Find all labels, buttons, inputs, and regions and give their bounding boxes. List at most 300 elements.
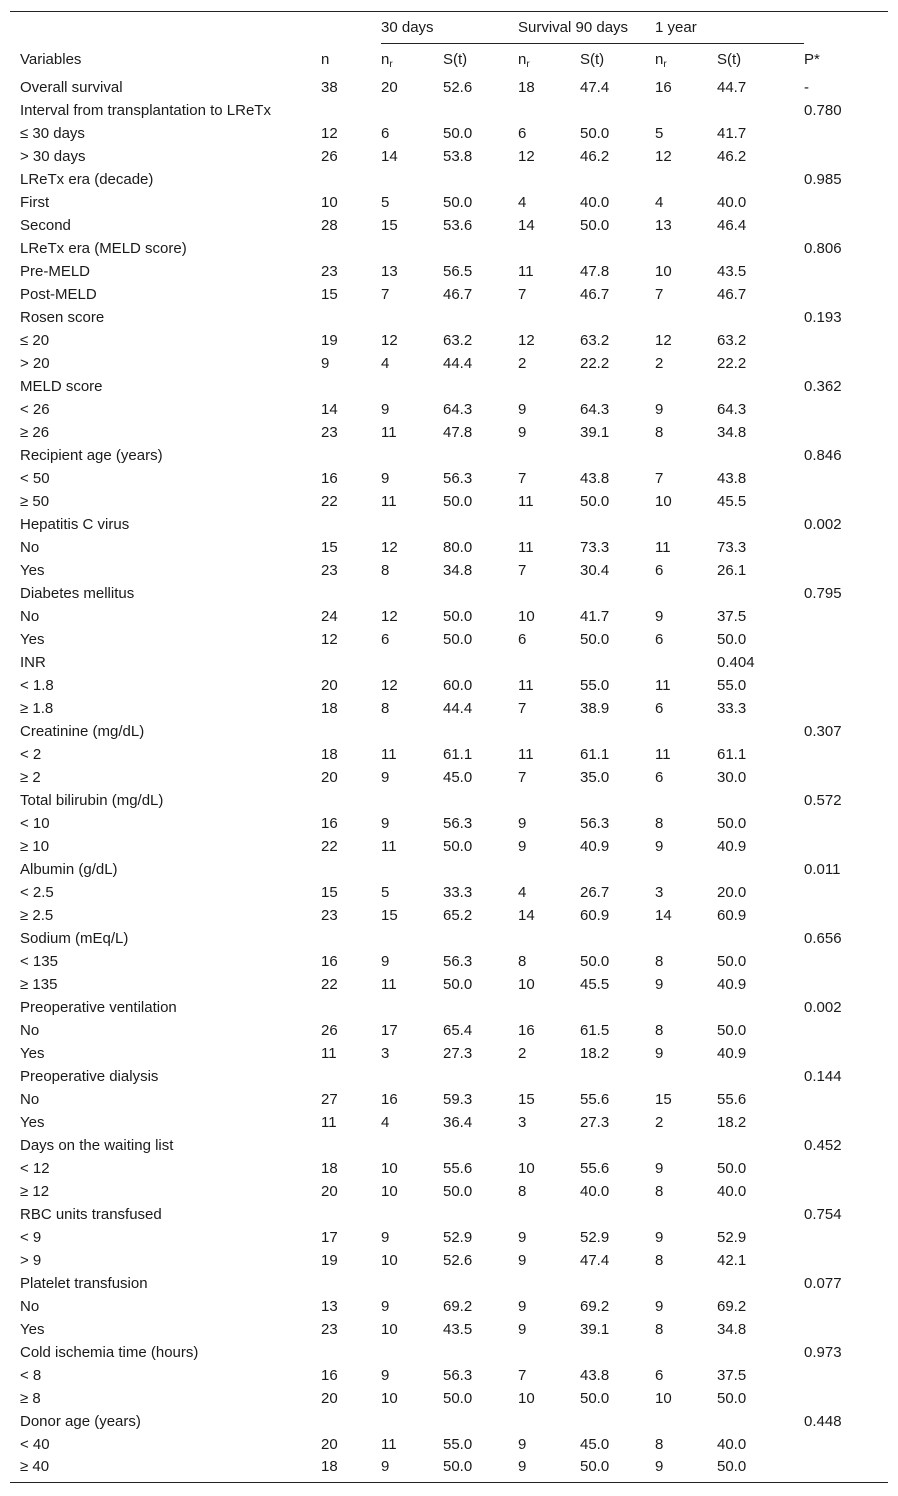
cell-nr-1y: 9: [655, 1298, 664, 1315]
cell-variable: Post-MELD: [20, 286, 97, 303]
cell-p-value: [804, 1456, 888, 1483]
cell-p-value: [804, 191, 888, 214]
cell-nr-1y: [655, 582, 717, 605]
cell-nr-1y: [655, 996, 717, 1019]
table-row: [10, 1295, 888, 1318]
cell-p-value: 0.144: [804, 1068, 842, 1085]
table-row: [10, 881, 888, 904]
cell-st-30d: 45.0: [443, 769, 473, 786]
cell-st-30d: [443, 99, 518, 122]
cell-variable: ≥ 12: [20, 1183, 50, 1200]
cell-nr-90d: [518, 237, 580, 260]
cell-st-1y: [717, 927, 804, 950]
cell-n: 22: [321, 976, 338, 993]
cell-st-30d: 56.3: [443, 815, 473, 832]
cell-nr-30d: [381, 651, 443, 674]
cell-n: 14: [321, 401, 338, 418]
cell-n: 26: [321, 1022, 338, 1039]
cell-st-30d: 36.4: [443, 1114, 473, 1131]
cell-st-30d: 44.4: [443, 355, 473, 372]
cell-nr-1y: 10: [655, 493, 672, 510]
cell-variable: No: [20, 608, 40, 625]
cell-variable: LReTx era (MELD score): [20, 240, 187, 257]
cell-st-1y: 33.3: [717, 700, 747, 717]
table-row: [10, 1134, 888, 1157]
cell-nr-1y: 8: [655, 424, 664, 441]
cell-st-30d: 80.0: [443, 539, 473, 556]
column-header-row: [10, 44, 888, 77]
cell-nr-90d: 18: [518, 79, 535, 96]
cell-st-1y: [717, 513, 804, 536]
cell-st-90d: 40.0: [580, 194, 610, 211]
cell-st-90d: 55.0: [580, 677, 610, 694]
cell-n: 10: [321, 194, 338, 211]
cell-nr-90d: 12: [518, 332, 535, 349]
cell-p-value: 0.362: [804, 378, 842, 395]
cell-nr-30d: 9: [381, 470, 390, 487]
nr-subscript: r: [526, 59, 530, 70]
cell-nr-1y: [655, 1134, 717, 1157]
cell-st-30d: 34.8: [443, 562, 473, 579]
cell-st-1y: 61.1: [717, 746, 747, 763]
cell-p-value: 0.754: [804, 1206, 842, 1223]
cell-nr-30d: [381, 168, 443, 191]
cell-st-30d: 63.2: [443, 332, 473, 349]
cell-nr-90d: 9: [518, 838, 527, 855]
cell-nr-1y: [655, 375, 717, 398]
table-row: [10, 237, 888, 260]
cell-n: [321, 927, 381, 950]
cell-st-90d: 46.2: [580, 148, 610, 165]
cell-p-value: [804, 1249, 888, 1272]
cell-st-90d: 50.0: [580, 217, 610, 234]
table-row: [10, 1226, 888, 1249]
cell-st-1y: 40.9: [717, 976, 747, 993]
cell-st-1y: [717, 720, 804, 743]
cell-variable: ≥ 8: [20, 1390, 41, 1407]
cell-st-30d: 44.4: [443, 700, 473, 717]
group-header-row: [10, 12, 888, 44]
table-row: [10, 1410, 888, 1433]
cell-variable: Overall survival: [20, 79, 123, 96]
table-row: [10, 490, 888, 513]
cell-n: 19: [321, 332, 338, 349]
nr-subscript: r: [389, 59, 393, 70]
cell-nr-1y: 8: [655, 1321, 664, 1338]
cell-nr-30d: 9: [381, 401, 390, 418]
cell-p-value: [804, 490, 888, 513]
cell-st-90d: [580, 651, 655, 674]
cell-variable: ≤ 20: [20, 332, 50, 349]
cell-variable: < 135: [20, 953, 58, 970]
table-row: [10, 628, 888, 651]
cell-st-90d: [580, 306, 655, 329]
cell-variable: > 20: [20, 355, 50, 372]
cell-st-30d: 50.0: [443, 493, 473, 510]
cell-st-30d: 53.8: [443, 148, 473, 165]
cell-st-1y: 37.5: [717, 608, 747, 625]
cell-p-value: [804, 122, 888, 145]
cell-st-30d: 50.0: [443, 194, 473, 211]
table-row: [10, 743, 888, 766]
cell-st-1y: [717, 582, 804, 605]
cell-st-1y: 69.2: [717, 1298, 747, 1315]
cell-st-90d: 50.0: [580, 631, 610, 648]
cell-st-30d: [443, 513, 518, 536]
cell-variable: INR: [20, 654, 46, 671]
cell-n: 27: [321, 1091, 338, 1108]
cell-nr-1y: 5: [655, 125, 664, 142]
cell-variable: Yes: [20, 1321, 45, 1338]
cell-st-1y: 46.7: [717, 286, 747, 303]
cell-st-1y: 20.0: [717, 884, 747, 901]
cell-variable: Preoperative dialysis: [20, 1068, 159, 1085]
cell-n: [321, 375, 381, 398]
cell-st-30d: 50.0: [443, 838, 473, 855]
cell-p-value: [804, 1019, 888, 1042]
cell-st-1y: [717, 996, 804, 1019]
table-row: [10, 789, 888, 812]
cell-st-30d: 52.6: [443, 1252, 473, 1269]
cell-p-value: [804, 329, 888, 352]
cell-st-90d: [580, 996, 655, 1019]
table-row: [10, 950, 888, 973]
cell-n: 24: [321, 608, 338, 625]
table-row: [10, 444, 888, 467]
cell-nr-1y: 8: [655, 1252, 664, 1269]
cell-nr-90d: 3: [518, 1114, 527, 1131]
cell-nr-1y: 10: [655, 1390, 672, 1407]
cell-st-90d: 39.1: [580, 424, 610, 441]
cell-n: 18: [321, 700, 338, 717]
cell-nr-1y: [655, 99, 717, 122]
table-row: [10, 996, 888, 1019]
cell-p-value: 0.452: [804, 1137, 842, 1154]
cell-nr-30d: 9: [381, 1367, 390, 1384]
cell-st-90d: 35.0: [580, 769, 610, 786]
cell-st-1y: [717, 375, 804, 398]
cell-st-30d: 50.0: [443, 976, 473, 993]
table-row: [10, 1203, 888, 1226]
cell-p-value: [804, 1295, 888, 1318]
cell-nr-30d: 8: [381, 700, 390, 717]
cell-nr-1y: [655, 858, 717, 881]
col-header-st-90d: S(t): [580, 51, 605, 68]
nr-base: n: [518, 51, 527, 68]
cell-st-1y: 50.0: [717, 953, 747, 970]
cell-n: 23: [321, 1321, 338, 1338]
cell-n: [321, 651, 381, 674]
cell-nr-90d: [518, 99, 580, 122]
cell-n: [321, 237, 381, 260]
cell-st-30d: 52.9: [443, 1229, 473, 1246]
cell-variable: Yes: [20, 1114, 45, 1131]
cell-variable: No: [20, 1091, 40, 1108]
cell-nr-90d: [518, 306, 580, 329]
cell-nr-90d: [518, 996, 580, 1019]
cell-p-value: [804, 1042, 888, 1065]
table-row: [10, 1111, 888, 1134]
cell-nr-1y: 6: [655, 631, 664, 648]
cell-p-value: [804, 1226, 888, 1249]
cell-nr-1y: 2: [655, 355, 664, 372]
cell-nr-90d: [518, 375, 580, 398]
cell-p-value: 0.002: [804, 999, 842, 1016]
cell-nr-90d: 6: [518, 125, 527, 142]
cell-nr-1y: 9: [655, 608, 664, 625]
cell-p-value: [804, 651, 888, 674]
cell-nr-90d: [518, 444, 580, 467]
cell-n: 16: [321, 953, 338, 970]
cell-st-30d: 50.0: [443, 125, 473, 142]
cell-nr-30d: 10: [381, 1321, 398, 1338]
survival-table: [10, 11, 888, 1483]
cell-variable: Hepatitis C virus: [20, 516, 130, 533]
cell-p-value: [804, 1157, 888, 1180]
cell-variable: First: [20, 194, 50, 211]
table-row: [10, 1364, 888, 1387]
cell-st-30d: 56.3: [443, 953, 473, 970]
cell-nr-1y: 11: [655, 539, 671, 556]
cell-variable: < 2.5: [20, 884, 54, 901]
cell-nr-90d: 9: [518, 424, 527, 441]
cell-variable: No: [20, 1298, 40, 1315]
table-row: [10, 1065, 888, 1088]
cell-nr-90d: 10: [518, 976, 535, 993]
col-header-variables: Variables: [20, 50, 82, 68]
cell-st-30d: [443, 996, 518, 1019]
cell-variable: Platelet transfusion: [20, 1275, 148, 1292]
cell-st-1y: [717, 1065, 804, 1088]
table-row: [10, 559, 888, 582]
col-header-p-value: P*: [804, 50, 820, 68]
cell-st-1y: [717, 858, 804, 881]
cell-st-90d: 22.2: [580, 355, 610, 372]
cell-st-30d: [443, 582, 518, 605]
cell-p-value: [804, 260, 888, 283]
cell-n: 22: [321, 493, 338, 510]
table-row: [10, 1019, 888, 1042]
cell-nr-90d: 9: [518, 1229, 527, 1246]
cell-st-1y: 50.0: [717, 1456, 804, 1483]
cell-p-value: [804, 1387, 888, 1410]
cell-nr-90d: [518, 651, 580, 674]
cell-nr-30d: 9: [381, 1298, 390, 1315]
cell-st-1y: 0.404: [717, 654, 755, 671]
cell-variable: Rosen score: [20, 309, 105, 326]
cell-p-value: [804, 697, 888, 720]
cell-nr-90d: 7: [518, 1367, 527, 1384]
cell-st-90d: 45.5: [580, 976, 610, 993]
cell-st-30d: [443, 858, 518, 881]
cell-nr-1y: [655, 1341, 717, 1364]
cell-nr-1y: 8: [655, 815, 664, 832]
cell-n: [321, 1341, 381, 1364]
cell-variable: < 8: [20, 1367, 42, 1384]
cell-n: [321, 1410, 381, 1433]
cell-n: 18: [321, 1456, 381, 1483]
cell-nr-90d: 2: [518, 355, 527, 372]
table-row: [10, 1042, 888, 1065]
col-header-st-30d: S(t): [443, 51, 468, 68]
table-row: [10, 260, 888, 283]
cell-st-1y: 43.5: [717, 263, 747, 280]
cell-st-1y: [717, 444, 804, 467]
cell-nr-90d: 11: [518, 677, 534, 694]
cell-st-1y: 40.0: [717, 194, 747, 211]
cell-nr-30d: 10: [381, 1390, 398, 1407]
table-row: [10, 1249, 888, 1272]
cell-variable: Yes: [20, 631, 45, 648]
cell-nr-90d: [518, 582, 580, 605]
cell-st-90d: 43.8: [580, 470, 610, 487]
cell-n: [321, 99, 381, 122]
cell-nr-30d: [381, 720, 443, 743]
cell-st-1y: 42.1: [717, 1252, 747, 1269]
cell-variable: < 10: [20, 815, 50, 832]
cell-nr-30d: [381, 927, 443, 950]
cell-nr-30d: 4: [381, 1114, 390, 1131]
cell-nr-30d: [381, 996, 443, 1019]
cell-st-90d: 43.8: [580, 1367, 610, 1384]
cell-nr-90d: 8: [518, 953, 527, 970]
cell-st-1y: 63.2: [717, 332, 747, 349]
cell-nr-1y: [655, 1410, 717, 1433]
cell-p-value: 0.011: [804, 861, 841, 878]
cell-nr-1y: 13: [655, 217, 672, 234]
cell-st-1y: 40.9: [717, 1045, 747, 1062]
cell-st-90d: 50.0: [580, 1390, 610, 1407]
table-row: [10, 582, 888, 605]
cell-n: 20: [321, 677, 338, 694]
cell-nr-1y: 11: [655, 677, 671, 694]
cell-st-90d: 50.0: [580, 953, 610, 970]
timepoint-group-header: [381, 12, 804, 44]
cell-nr-30d: 13: [381, 263, 398, 280]
cell-p-value: [804, 881, 888, 904]
cell-st-1y: 50.0: [717, 631, 747, 648]
cell-nr-30d: 7: [381, 286, 390, 303]
group-survival-90-days: Survival 90 days: [518, 19, 629, 36]
cell-variable: Days on the waiting list: [20, 1137, 174, 1154]
cell-variable: ≥ 2.5: [20, 907, 54, 924]
cell-st-1y: 46.2: [717, 148, 747, 165]
nr-base: n: [381, 51, 390, 68]
cell-st-1y: 43.8: [717, 470, 747, 487]
table-row: [10, 306, 888, 329]
cell-n: 26: [321, 148, 338, 165]
cell-n: 19: [321, 1252, 338, 1269]
cell-n: [321, 444, 381, 467]
table-row: [10, 513, 888, 536]
table-row: [10, 283, 888, 306]
cell-nr-30d: 5: [381, 884, 390, 901]
cell-st-30d: 46.7: [443, 286, 473, 303]
cell-st-90d: 40.9: [580, 838, 610, 855]
cell-nr-1y: 15: [655, 1091, 672, 1108]
cell-nr-90d: [518, 168, 580, 191]
cell-nr-90d: [518, 513, 580, 536]
table-row: [10, 835, 888, 858]
col-header-nr-90d: [518, 44, 580, 77]
cell-st-90d: 55.6: [580, 1091, 610, 1108]
group-1-year: 1 year: [655, 19, 697, 36]
cell-st-90d: [580, 720, 655, 743]
cell-n: 18: [321, 1160, 338, 1177]
cell-st-1y: 30.0: [717, 769, 747, 786]
cell-nr-30d: 5: [381, 194, 390, 211]
cell-nr-90d: 7: [518, 470, 527, 487]
cell-st-30d: 47.8: [443, 424, 473, 441]
cell-p-value: [804, 214, 888, 237]
cell-n: 17: [321, 1229, 338, 1246]
cell-variable: Total bilirubin (mg/dL): [20, 792, 164, 809]
cell-n: 15: [321, 884, 338, 901]
cell-nr-1y: 9: [655, 401, 664, 418]
cell-st-30d: [443, 168, 518, 191]
cell-st-30d: 53.6: [443, 217, 473, 234]
cell-variable: Creatinine (mg/dL): [20, 723, 145, 740]
table-row: [10, 191, 888, 214]
cell-st-1y: [717, 306, 804, 329]
cell-nr-90d: 11: [518, 493, 534, 510]
cell-st-30d: [443, 1341, 518, 1364]
cell-nr-1y: [655, 1203, 717, 1226]
cell-n: [321, 1134, 381, 1157]
cell-st-30d: 56.3: [443, 1367, 473, 1384]
cell-st-90d: [580, 582, 655, 605]
cell-st-1y: 18.2: [717, 1114, 747, 1131]
cell-n: [321, 720, 381, 743]
cell-nr-90d: 16: [518, 1022, 535, 1039]
cell-nr-1y: 6: [655, 562, 664, 579]
table-row: [10, 375, 888, 398]
cell-st-1y: 34.8: [717, 424, 747, 441]
cell-n: 28: [321, 217, 338, 234]
cell-nr-90d: 11: [518, 539, 534, 556]
cell-n: 38: [321, 79, 338, 96]
cell-n: [321, 996, 381, 1019]
cell-p-value: 0.973: [804, 1344, 842, 1361]
cell-nr-30d: 3: [381, 1045, 390, 1062]
table-row: [10, 1433, 888, 1456]
cell-nr-30d: 14: [381, 148, 398, 165]
cell-st-30d: 50.0: [443, 608, 473, 625]
cell-nr-30d: 9: [381, 953, 390, 970]
cell-st-1y: [717, 1410, 804, 1433]
cell-st-90d: 30.4: [580, 562, 610, 579]
cell-st-1y: [717, 168, 804, 191]
cell-nr-30d: 6: [381, 125, 390, 142]
cell-st-90d: 64.3: [580, 401, 610, 418]
table-row: [10, 720, 888, 743]
cell-st-90d: 61.1: [580, 746, 610, 763]
cell-nr-1y: 4: [655, 194, 664, 211]
cell-variable: No: [20, 539, 40, 556]
cell-nr-30d: 11: [381, 746, 397, 763]
cell-st-90d: [580, 168, 655, 191]
table-row: [10, 122, 888, 145]
cell-p-value: 0.002: [804, 516, 842, 533]
cell-p-value: [804, 605, 888, 628]
cell-variable: LReTx era (decade): [20, 171, 154, 188]
cell-st-90d: 45.0: [580, 1436, 610, 1453]
cell-variable: ≥ 50: [20, 493, 50, 510]
cell-st-30d: [443, 1203, 518, 1226]
table-row: [10, 1318, 888, 1341]
col-header-nr-30d: [381, 44, 443, 77]
cell-st-1y: 46.4: [717, 217, 747, 234]
